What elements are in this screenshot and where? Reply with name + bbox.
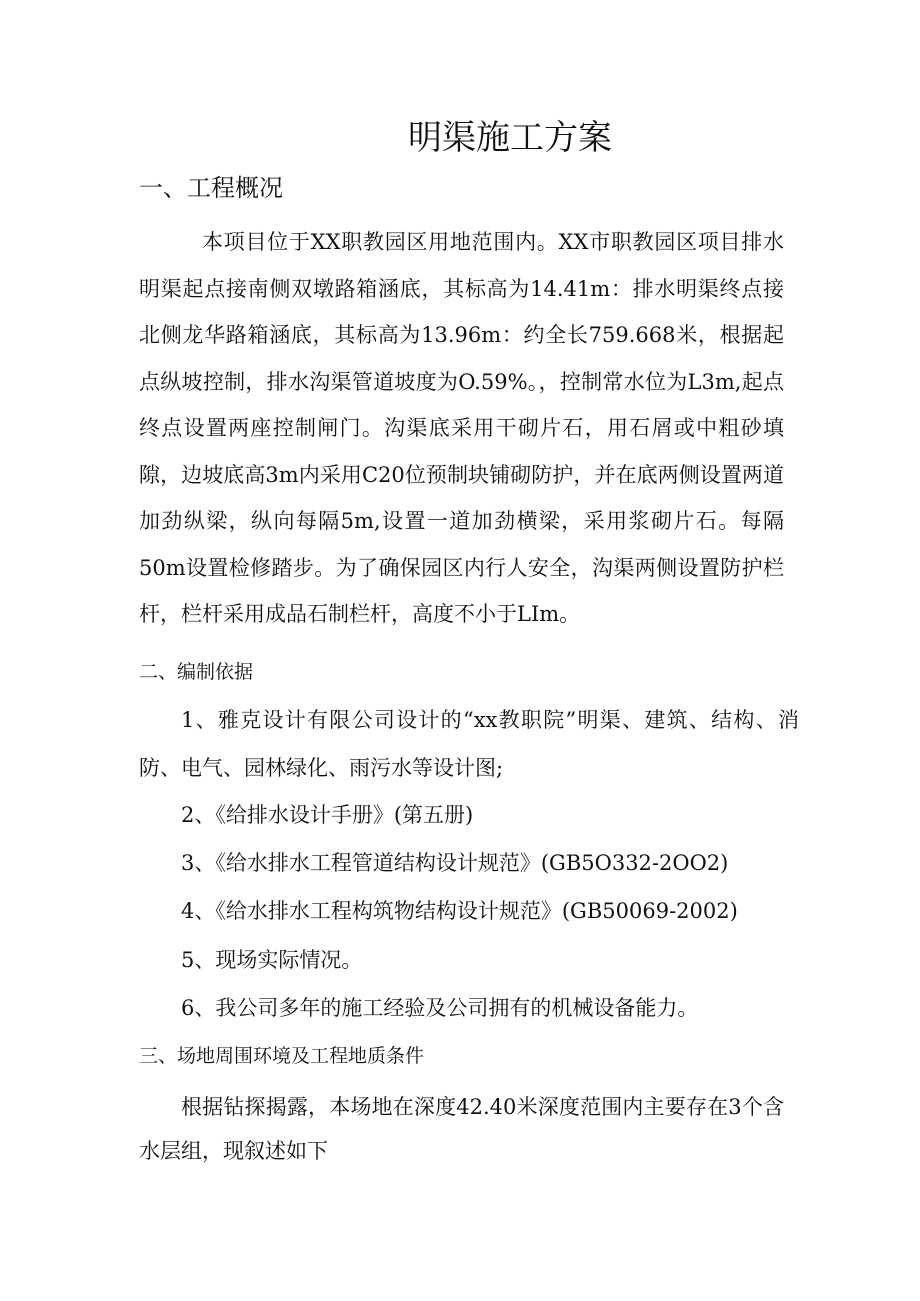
overview-paragraph: 本项目位于XX职教园区用地范围内。XX市职教园区项目排水明渠起点接南侧双墩路箱涵底，其标高为14.41m：排水明渠终点接北侧龙华路箱涵底，其标高为13.96m：约全长759.668米，根据起点纵坡控制，排水沟渠管道坡度为O.59%。，控制常水位为L3m,起点终点设置两座控制闸门。沟渠底采用干砌片石，用石屑或中粗砂填隙，边坡底高3m内采用C20位预制块铺砌防护，并在底两侧设置两道加劲纵梁，纵向每隔5m,设置一道加劲横梁，采用浆砌片石。每隔50m设置检修踏步。为了确保园区内行人安全，沟渠两侧设置防护栏杆，栏杆采用成品石制栏杆，高度不小于LIm。 <box>139 230 784 626</box>
section-heading-basis: 二、编制依据 <box>139 661 254 683</box>
document-title: 明渠施工方案 <box>408 118 612 158</box>
basis-item-2: 2、《给排水设计手册》(第五册) <box>181 803 474 827</box>
basis-item-5: 5、现场实际情况。 <box>181 948 363 972</box>
basis-item-4: 4、《给水排水工程构筑物结构设计规范》(GB50069-2002) <box>181 899 738 923</box>
basis-item-6: 6、我公司多年的施工经验及公司拥有的机械设备能力。 <box>181 996 699 1020</box>
basis-item-1: 1、雅克设计有限公司设计的“xx教职院”明渠、建筑、结构、消防、电气、园林绿化、雨污水等设计图; <box>139 708 799 780</box>
section-heading-site-conditions: 三、场地周围环境及工程地质条件 <box>139 1045 425 1067</box>
basis-item-3: 3、《给水排水工程管道结构设计规范》(GB5O332-2OO2) <box>181 851 729 875</box>
section-heading-overview: 一、工程概况 <box>139 174 283 202</box>
site-conditions-paragraph: 根据钻探揭露，本场地在深度42.40米深度范围内主要存在3个含水层组，现叙述如下 <box>139 1095 784 1163</box>
